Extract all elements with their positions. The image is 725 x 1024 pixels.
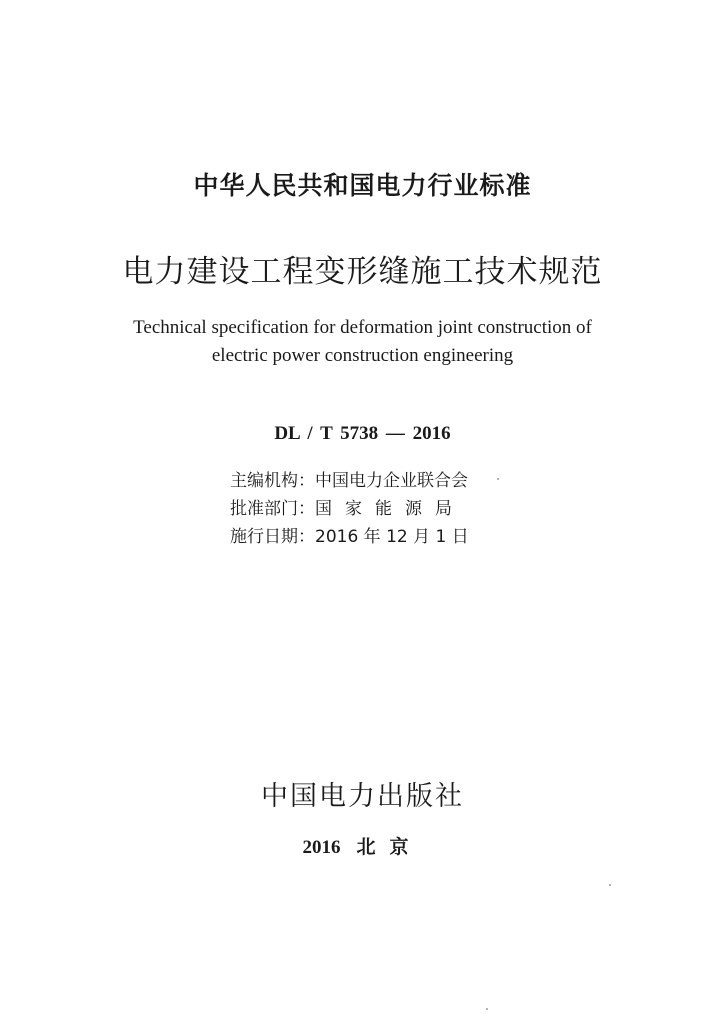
scan-speck <box>486 1008 488 1010</box>
effective-date-value: 2016 年 12 月 1 日 <box>315 527 469 547</box>
editor-label: 主编机构： <box>230 471 315 491</box>
document-title-chinese: 电力建设工程变形缝施工技术规范 <box>122 254 603 290</box>
publication-line <box>0 835 725 861</box>
document-title-english-line-2: electric power construction engineering <box>211 345 514 366</box>
publication-city: 北京 <box>356 837 423 858</box>
editor-value: 中国电力企业联合会 <box>315 471 468 491</box>
standard-code: DL / T 5738 — 2016 <box>274 423 451 444</box>
standard-category: 中华人民共和国电力行业标准 <box>193 171 532 200</box>
effective-date-label: 施行日期： <box>230 527 315 547</box>
scan-speck <box>609 884 611 886</box>
publisher-name: 中国电力出版社 <box>261 781 464 812</box>
approver-label: 批准部门： <box>230 499 315 519</box>
approver-value: 国家能源局 <box>315 499 465 519</box>
editor-row <box>230 469 468 493</box>
scan-speck <box>497 478 499 480</box>
approver-row <box>230 497 465 521</box>
effective-date-row <box>230 525 469 549</box>
publication-year: 2016 <box>302 837 341 858</box>
document-title-english-line-1: Technical specification for deformation joint construction of <box>133 317 592 338</box>
